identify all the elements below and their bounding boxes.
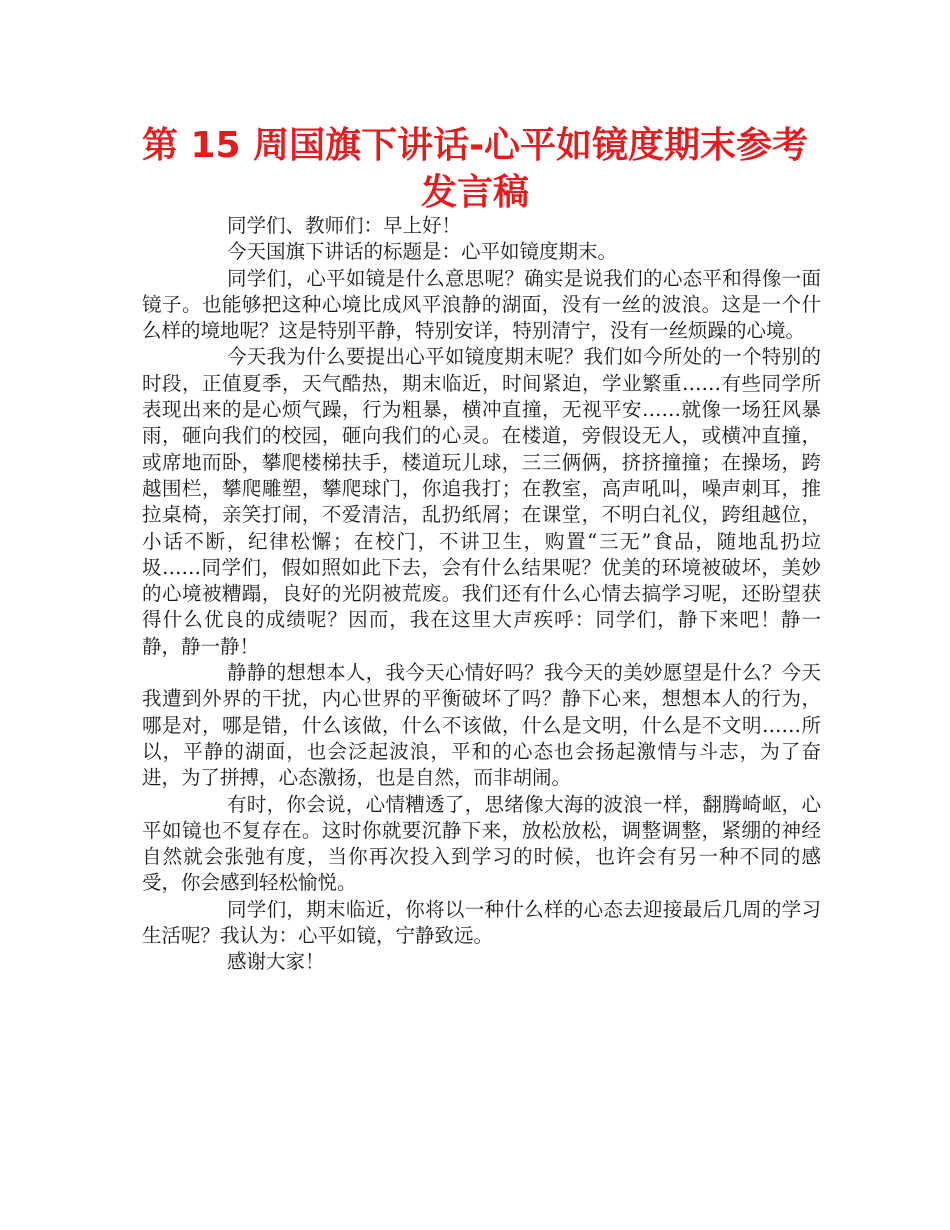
paragraph-greeting: 同学们、教师们：早上好！ bbox=[227, 214, 462, 237]
paragraph-conclusion: 同学们，期末临近，你将以一种什么样的心态去迎接最后几周的学习生活呢？我认为：心平如镜，宁静致远。 bbox=[142, 897, 821, 948]
document-title: 第 15 周国旗下讲话-心平如镜度期末参考发言稿 bbox=[141, 125, 809, 213]
paragraph-topic: 今天国旗下讲话的标题是：心平如镜度期末。 bbox=[227, 240, 618, 264]
paragraph-thanks: 感谢大家！ bbox=[227, 950, 325, 974]
paragraph-advice: 有时，你会说，心情糟透了，思绪像大海的波浪一样，翻腾崎岖，心平如镜也不复存在。这时你就要沉静下来，放松放松，调整调整，紧绷的神经自然就会张弛有度，当你再次投入到学习的时候，也许会有另一种不同的感受，你会感到轻松愉悦。 bbox=[142, 792, 821, 895]
paragraph-reflection: 静静的想想本人，我今天心情好吗？我今天的美妙愿望是什么？今天我遭到外界的干扰，内心世界的平衡破坏了吗？静下心来，想想本人的行为，哪是对，哪是错，什么该做，什么不该做，什么是文明，什么是不文明……所以，平静的湖面，也会泛起波浪，平和的心态也会扬起激情与斗志，为了奋进，为了拼搏，心态激扬，也是自然，而非胡闹。 bbox=[142, 661, 821, 790]
paragraph-meaning: 同学们，心平如镜是什么意思呢？确实是说我们的心态平和得像一面镜子。也能够把这种心境比成风平浪静的湖面，没有一丝的波浪。这是一个什么样的境地呢？这是特别平静，特别安详，特别清宁，没有一丝烦躁的心境。 bbox=[142, 266, 821, 343]
paragraph-reason: 今天我为什么要提出心平如镜度期末呢？我们如今所处的一个特别的时段，正值夏季，天气酷热，期末临近，时间紧迫，学业繁重……有些同学所表现出来的是心烦气躁，行为粗暴，横冲直撞，无视平安……就像一场狂风暴雨，砸向我们的校园，砸向我们的心灵。在楼道，旁假设无人，或横冲直撞，或席地而卧，攀爬楼梯扶手，楼道玩儿球，三三俩俩，挤挤撞撞；在操场，跨越围栏，攀爬雕塑，攀爬球门，你追我打；在教室，高声吼叫，噪声刺耳，推拉桌椅，亲笑打闹，不爱清洁，乱扔纸屑；在课堂，不明白礼仪，跨组越位，小话不断，纪律松懈；在校门，不讲卫生，购置“三无”食品，随地乱扔垃圾……同学们，假如照如此下去，会有什么结果呢？优美的环境被破坏，美妙的心境被糟蹋，良好的光阴被荒废。我们还有什么心情去搞学习呢，还盼望获得什么优良的成绩呢？因而，我在这里大声疾呼：同学们，静下来吧！静一静，静一静！ bbox=[142, 345, 821, 658]
document-body bbox=[142, 213, 821, 976]
